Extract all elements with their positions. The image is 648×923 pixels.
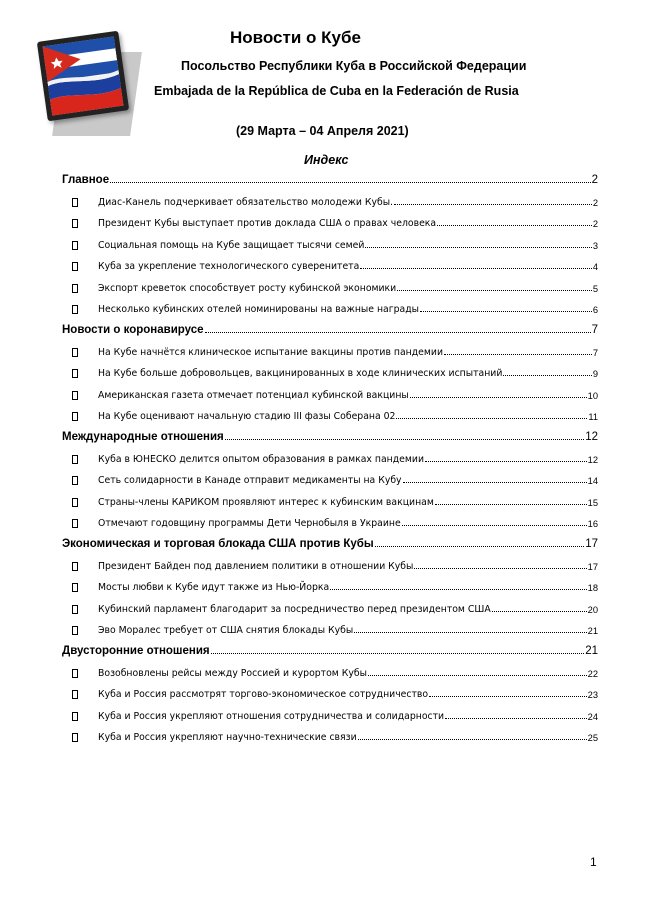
checkbox-bullet-icon (72, 626, 78, 635)
checkbox-bullet-icon (72, 412, 78, 421)
checkbox-bullet-icon (72, 690, 78, 699)
toc-section-row[interactable] (62, 637, 598, 658)
checkbox-bullet-icon (72, 669, 78, 678)
page-title: Новости о Кубе (230, 28, 361, 47)
checkbox-bullet-icon (72, 455, 78, 464)
toc-item-title: Кубинский парламент благодарит за посредничество перед президентом США (98, 603, 491, 615)
toc-item-title: Куба и Россия укрепляют научно-технические связи (98, 732, 357, 743)
toc-page-number: 5 (592, 283, 598, 294)
checkbox-bullet-icon (72, 305, 78, 314)
checkbox-bullet-icon (72, 198, 78, 207)
toc-section-title: Экономическая и торговая блокада США против Кубы (62, 538, 374, 550)
checkbox-bullet-icon (72, 605, 78, 614)
toc-item-row[interactable] (62, 680, 598, 702)
toc-page-number: 17 (585, 538, 598, 550)
toc-page-number: 15 (587, 497, 598, 508)
toc-page-number: 3 (592, 240, 598, 251)
toc-page-number: 2 (591, 174, 598, 186)
checkbox-bullet-icon (72, 369, 78, 378)
toc-leader-dots (110, 182, 591, 183)
toc-page-number: 2 (592, 219, 598, 229)
toc-leader-dots (444, 354, 592, 355)
toc-page-number: 25 (587, 733, 598, 743)
toc-item-title: Социальная помощь на Кубе защищает тысячи семей (98, 239, 365, 251)
toc-leader-dots (225, 439, 584, 440)
toc-item-title: Экспорт креветок способствует росту кубинской экономики (98, 282, 397, 294)
toc-item-title: Мосты любви к Кубе идут также из Нью-Йорка (98, 582, 330, 593)
toc-item-row[interactable] (62, 273, 598, 295)
toc-page-number: 2 (592, 197, 598, 208)
page-number: 1 (590, 855, 597, 869)
toc-item-row[interactable] (62, 444, 598, 466)
toc-leader-dots (375, 546, 585, 547)
toc-page-number: 17 (587, 561, 598, 572)
checkbox-bullet-icon (72, 583, 78, 592)
checkbox-bullet-icon (72, 712, 78, 721)
toc-leader-dots (445, 718, 587, 719)
checkbox-bullet-icon (72, 391, 78, 400)
toc-item-row[interactable] (62, 209, 598, 231)
toc-leader-dots (360, 268, 592, 269)
checkbox-bullet-icon (72, 733, 78, 742)
toc-leader-dots (394, 204, 592, 205)
toc-item-title: Диас-Канель подчеркивает обязательство молодежи Кубы. (98, 196, 394, 208)
toc-section-title: Международные отношения (62, 431, 224, 443)
toc-leader-dots (330, 589, 586, 590)
toc-page-number: 11 (588, 412, 598, 422)
toc-item-row[interactable] (62, 658, 598, 680)
toc-item-title: Куба и Россия укрепляют отношения сотрудничества и солидарности (98, 710, 445, 722)
toc-page-number: 21 (587, 626, 598, 636)
toc-page-number: 4 (592, 262, 598, 272)
toc-item-title: Страны-члены КАРИКОМ проявляют интерес к кубинским вакцинам (98, 496, 434, 508)
toc-item-title: Президент Кубы выступает против доклада США о правах человека (98, 218, 437, 229)
toc-item-row[interactable] (62, 594, 598, 616)
cuba-russia-flag-logo (40, 30, 138, 138)
toc-leader-dots (205, 332, 591, 333)
toc-leader-dots (403, 482, 587, 483)
toc-item-title: Американская газета отмечает потенциал кубинской вакцины (98, 389, 409, 401)
toc-page-number: 21 (585, 645, 598, 657)
toc-page-number: 22 (587, 668, 598, 679)
toc-section-title: Новости о коронавирусе (62, 324, 204, 336)
toc-item-title: Отмечают годовщину программы Дети Чернобыля в Украине (98, 518, 401, 529)
toc-item-title: Сеть солидарности в Канаде отправит медикаменты на Кубу (98, 475, 402, 486)
toc-item-row[interactable] (62, 487, 598, 509)
toc-leader-dots (211, 653, 585, 654)
subtitle-russian: Посольство Республики Куба в Российской Федерации (181, 59, 527, 73)
toc-item-title: Куба в ЮНЕСКО делится опытом образования в рамках пандемии (98, 453, 424, 465)
toc-item-row[interactable] (62, 337, 598, 359)
toc-leader-dots (410, 397, 587, 398)
toc-item-title: На Кубе начнётся клиническое испытание вакцины против пандемии (98, 346, 443, 358)
toc-item-row[interactable] (62, 573, 598, 595)
toc-item-row[interactable] (62, 616, 598, 638)
toc-page-number: 14 (587, 476, 598, 486)
toc-item-title: Эво Моралес требует от США снятия блокады Кубы (98, 625, 354, 636)
toc-item-row[interactable] (62, 723, 598, 745)
logo-frame (37, 31, 129, 122)
index-heading: Индекс (304, 153, 349, 167)
toc-leader-dots (358, 739, 587, 740)
toc-item-title: Куба и Россия рассмотрят торгово-экономическое сотрудничество (98, 689, 429, 700)
toc-item-row[interactable] (62, 402, 598, 424)
checkbox-bullet-icon (72, 476, 78, 485)
checkbox-bullet-icon (72, 219, 78, 228)
toc-leader-dots (397, 290, 592, 291)
toc-item-row[interactable] (62, 295, 598, 317)
toc-item-row[interactable] (62, 509, 598, 531)
toc-page-number: 7 (591, 324, 598, 336)
toc-item-row[interactable] (62, 359, 598, 381)
toc-item-row[interactable] (62, 701, 598, 723)
toc-item-row[interactable] (62, 466, 598, 488)
flag-image (42, 36, 123, 115)
toc-page-number: 12 (585, 431, 598, 443)
toc-leader-dots (429, 696, 587, 697)
toc-item-row[interactable] (62, 380, 598, 402)
date-range: (29 Марта – 04 Апреля 2021) (236, 124, 409, 138)
toc-item-row[interactable] (62, 230, 598, 252)
toc-item-title: Куба за укрепление технологического суверенитета (98, 261, 360, 272)
toc-leader-dots (435, 504, 587, 505)
toc-item-title: На Кубе больше добровольцев, вакцинированных в ходе клинических испытаний (98, 368, 503, 379)
toc-leader-dots (368, 675, 587, 676)
toc-page-number: 6 (592, 305, 598, 315)
toc-section-row[interactable] (62, 530, 598, 551)
checkbox-bullet-icon (72, 498, 78, 507)
toc-page-number: 23 (587, 690, 598, 700)
checkbox-bullet-icon (72, 348, 78, 357)
toc-leader-dots (396, 418, 587, 419)
toc-item-row[interactable] (62, 252, 598, 274)
toc-leader-dots (354, 632, 586, 633)
checkbox-bullet-icon (72, 284, 78, 293)
toc-leader-dots (414, 568, 586, 569)
toc-leader-dots (492, 611, 587, 612)
toc-section-row[interactable] (62, 316, 598, 337)
toc-leader-dots (503, 375, 591, 376)
toc-section-row[interactable] (62, 423, 598, 444)
toc-item-row[interactable] (62, 187, 598, 209)
toc-leader-dots (425, 461, 587, 462)
toc-leader-dots (402, 525, 587, 526)
toc-page-number: 24 (587, 711, 598, 722)
toc-page-number: 20 (587, 604, 598, 615)
toc-item-title: На Кубе оценивают начальную стадию III фазы Соберана 02 (98, 411, 396, 422)
toc-item-title: Президент Байден под давлением политики в отношении Кубы (98, 560, 414, 572)
toc-item-row[interactable] (62, 551, 598, 573)
table-of-contents (62, 166, 598, 744)
toc-leader-dots (437, 225, 592, 226)
toc-section-title: Двусторонние отношения (62, 645, 210, 657)
toc-item-title: Несколько кубинских отелей номинированы на важные награды (98, 304, 419, 315)
checkbox-bullet-icon (72, 241, 78, 250)
checkbox-bullet-icon (72, 519, 78, 528)
checkbox-bullet-icon (72, 562, 78, 571)
toc-section-title: Главное (62, 174, 110, 186)
toc-page-number: 10 (587, 390, 598, 401)
toc-leader-dots (365, 247, 591, 248)
toc-page-number: 18 (587, 583, 598, 593)
toc-page-number: 7 (592, 347, 598, 358)
toc-item-title: Возобновлены рейсы между Россией и курортом Кубы (98, 667, 367, 679)
toc-section-row[interactable] (62, 166, 598, 187)
toc-page-number: 12 (587, 454, 598, 465)
toc-page-number: 16 (587, 519, 598, 529)
toc-page-number: 9 (592, 369, 598, 379)
subtitle-spanish: Embajada de la República de Cuba en la Federación de Rusia (154, 84, 519, 98)
checkbox-bullet-icon (72, 262, 78, 271)
toc-leader-dots (420, 311, 592, 312)
